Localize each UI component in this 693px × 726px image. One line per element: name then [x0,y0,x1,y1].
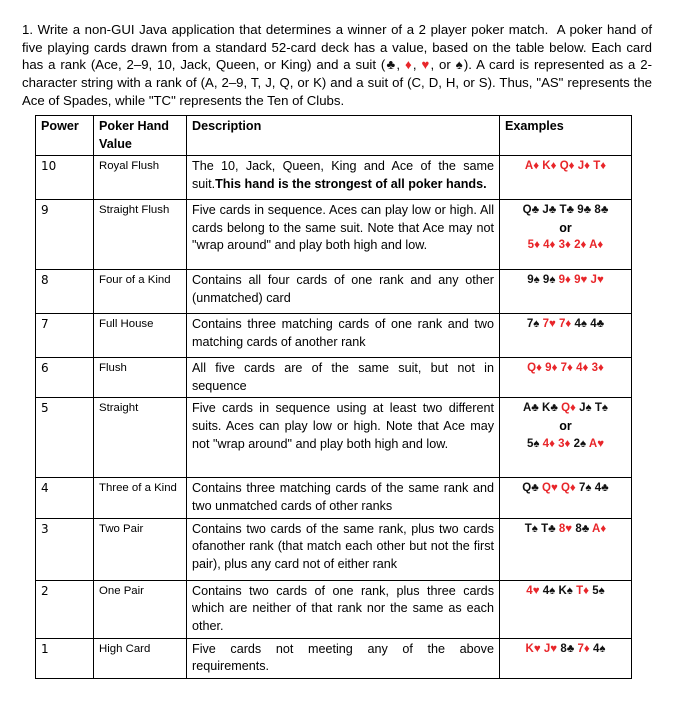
table-row [36,314,632,358]
hand-name-cell: Full House [94,314,187,358]
description-cell [187,314,500,358]
playing-card: 9♠ [527,274,540,287]
playing-card: 4♣ [594,482,609,495]
playing-card: J♦ [577,160,590,173]
playing-card: 8♣ [594,204,609,217]
power-cell: 10 [36,156,94,200]
playing-card: A♦ [592,522,607,535]
description-emphasis: This hand is the strongest of all poker hands. [215,176,487,191]
examples-cell [500,200,632,270]
playing-card: 8♥ [558,522,573,535]
playing-card: 5♠ [592,584,605,597]
playing-card: K♣ [542,402,558,415]
playing-card: A♥ [588,437,605,450]
playing-card: T♦ [576,584,589,597]
description-text: Five cards in sequence. Aces can play low or high. All cards belong to the same suit. Note that Ace may not "wrap around" and play both high and low. [192,203,494,253]
table-row [36,156,632,200]
playing-card: 2♦ [574,239,587,252]
playing-card: Q♦ [560,482,576,495]
examples-cell [500,398,632,478]
playing-card: 9♦ [545,362,558,375]
example-hand [505,436,626,454]
intro-sep-1: , [396,57,405,73]
description-cell [187,156,500,200]
description-text: Contains three matching cards of one rank and two matching cards of another rank [192,317,494,349]
playing-card: 7♦ [559,318,572,331]
example-hand [505,480,626,498]
table-row [36,638,632,678]
table-row [36,270,632,314]
playing-card: Q♥ [542,482,558,495]
example-hand [505,316,626,334]
hand-name-cell: Straight Flush [94,200,187,270]
example-hand [505,360,626,378]
description-text: Five cards not meeting any of the above requirements. [192,641,494,674]
playing-card: 4♠ [592,642,606,655]
description-cell [187,638,500,678]
playing-card: 3♦ [558,437,571,450]
playing-card: 7♦ [577,642,590,655]
example-hand [505,272,626,290]
header-poker-hand-value: Poker Hand Value [94,116,187,156]
playing-card: 5♦ [527,239,540,252]
description-cell [187,518,500,580]
example-hand [505,521,626,539]
playing-card: 7♠ [579,482,592,495]
playing-card: 9♣ [577,204,592,217]
playing-card: J♠ [579,402,592,415]
playing-card: 9♥ [574,274,588,287]
hand-name-cell: High Card [94,638,187,678]
playing-card: 4♥ [526,584,540,597]
example-hand [505,583,626,601]
power-cell: 6 [36,358,94,398]
playing-card: 4♠ [574,318,587,331]
description-text: Contains two cards of one rank, plus three cards which are neither of that rank nor the same as each other. [192,583,494,633]
playing-card: 3♦ [558,239,571,252]
example-hand [505,237,626,255]
power-cell: 4 [36,478,94,518]
playing-card: 8♣ [560,642,575,655]
hand-name-cell: One Pair [94,580,187,638]
intro-text-2: ). A card is represented as a 2-character string with a rank of (A, 2–9, T, J, Q, or K) and a suit of (C, D, H, or S). Thus, "AS" represents the Ace of Spades, while "TC" represents the Ten of Clubs. [22,57,655,108]
description-cell [187,358,500,398]
table-row [36,358,632,398]
description-text: Contains three matching cards of the same rank and two unmatched cards of other ranks [192,481,494,513]
table-row [36,398,632,478]
examples-cell [500,638,632,678]
power-cell: 9 [36,200,94,270]
diamond-suit-icon: ♦ [404,57,413,73]
examples-cell [500,314,632,358]
description-cell [187,580,500,638]
playing-card: T♦ [593,160,607,173]
playing-card: T♣ [559,204,575,217]
intro-sep-2: , [412,57,422,73]
header-examples: Examples [500,116,632,156]
example-hand [505,400,626,418]
table-row [36,580,632,638]
playing-card: T♠ [524,522,538,535]
playing-card: 9♠ [542,274,556,287]
table-row [36,518,632,580]
examples-cell [500,358,632,398]
description-cell [187,398,500,478]
playing-card: 4♦ [576,362,589,375]
playing-card: K♠ [558,584,573,597]
playing-card: J♥ [543,642,558,655]
playing-card: 4♦ [542,437,555,450]
playing-card: T♣ [541,522,556,535]
description-cell [187,200,500,270]
playing-card: A♦ [589,239,604,252]
header-power: Power [36,116,94,156]
playing-card: J♣ [542,204,557,217]
hand-name-cell: Three of a Kind [94,478,187,518]
playing-card: 9♦ [558,274,571,287]
spade-suit-icon: ♠ [455,57,464,73]
playing-card: Q♣ [522,204,540,217]
hand-name-cell: Four of a Kind [94,270,187,314]
playing-card: 7♦ [560,362,573,375]
table-header-row [36,116,632,156]
playing-card: 4♠ [542,584,556,597]
hand-name-cell: Flush [94,358,187,398]
playing-card: K♥ [525,642,541,655]
playing-card: Q♦ [559,160,575,173]
or-label: or [559,418,572,433]
playing-card: 5♠ [526,437,540,450]
example-hand [505,641,626,659]
playing-card: 4♦ [543,239,556,252]
power-cell: 2 [36,580,94,638]
examples-cell [500,270,632,314]
playing-card: 7♠ [526,318,540,331]
playing-card: Q♦ [561,402,576,415]
playing-card: 7♥ [542,318,556,331]
hand-name-cell: Two Pair [94,518,187,580]
table-row [36,200,632,270]
power-cell: 5 [36,398,94,478]
examples-cell [500,478,632,518]
club-suit-icon: ♣ [385,57,397,73]
hand-name-cell: Straight [94,398,187,478]
playing-card: Q♦ [527,362,542,375]
playing-card: J♥ [590,274,604,287]
power-cell: 8 [36,270,94,314]
playing-card: T♠ [594,402,608,415]
description-text: Contains two cards of the same rank, plus two cards ofanother rank (that match each other but not the first pair), plus any card not of either rank [192,521,494,571]
description-text: All five cards are of the same suit, but not in sequence [192,361,494,393]
description-text: The 10, Jack, Queen, King and Ace of the same suit. [192,159,494,191]
examples-cell [500,518,632,580]
or-label: or [559,220,572,235]
intro-sep-3: , or [430,57,456,73]
playing-card: 3♦ [591,362,604,375]
description-text: Five cards in sequence using at least two different suits. Aces can play low or high. Note that Ace may not "wrap around" and play both high and low. [192,401,494,451]
table-body [36,156,632,679]
example-hand [505,202,626,220]
heart-suit-icon: ♥ [421,57,431,73]
playing-card: K♦ [542,160,557,173]
examples-cell [500,580,632,638]
problem-statement [22,21,656,109]
playing-card: A♦ [524,160,540,173]
description-cell [187,270,500,314]
power-cell: 3 [36,518,94,580]
power-cell: 1 [36,638,94,678]
example-hand [505,158,626,176]
playing-card: 4♣ [590,318,605,331]
intro-text-1: 1. Write a non-GUI Java application that determines a winner of a 2 player poker match. A poker hand of five playing cards drawn from a standard 52-card deck has a value, based on the table below. Each card has a rank (Ace, 2–9, 10, Jack, Queen, or King) and a suit ( [22,22,656,73]
hand-name-cell: Royal Flush [94,156,187,200]
power-cell: 7 [36,314,94,358]
poker-hand-table [35,115,632,679]
description-text: Contains all four cards of one rank and any other (unmatched) card [192,273,494,305]
examples-cell [500,156,632,200]
playing-card: Q♣ [522,482,539,495]
description-cell [187,478,500,518]
table-row [36,478,632,518]
playing-card: 2♠ [573,437,587,450]
header-description: Description [187,116,500,156]
playing-card: A♣ [522,402,539,415]
playing-card: 8♣ [575,522,590,535]
